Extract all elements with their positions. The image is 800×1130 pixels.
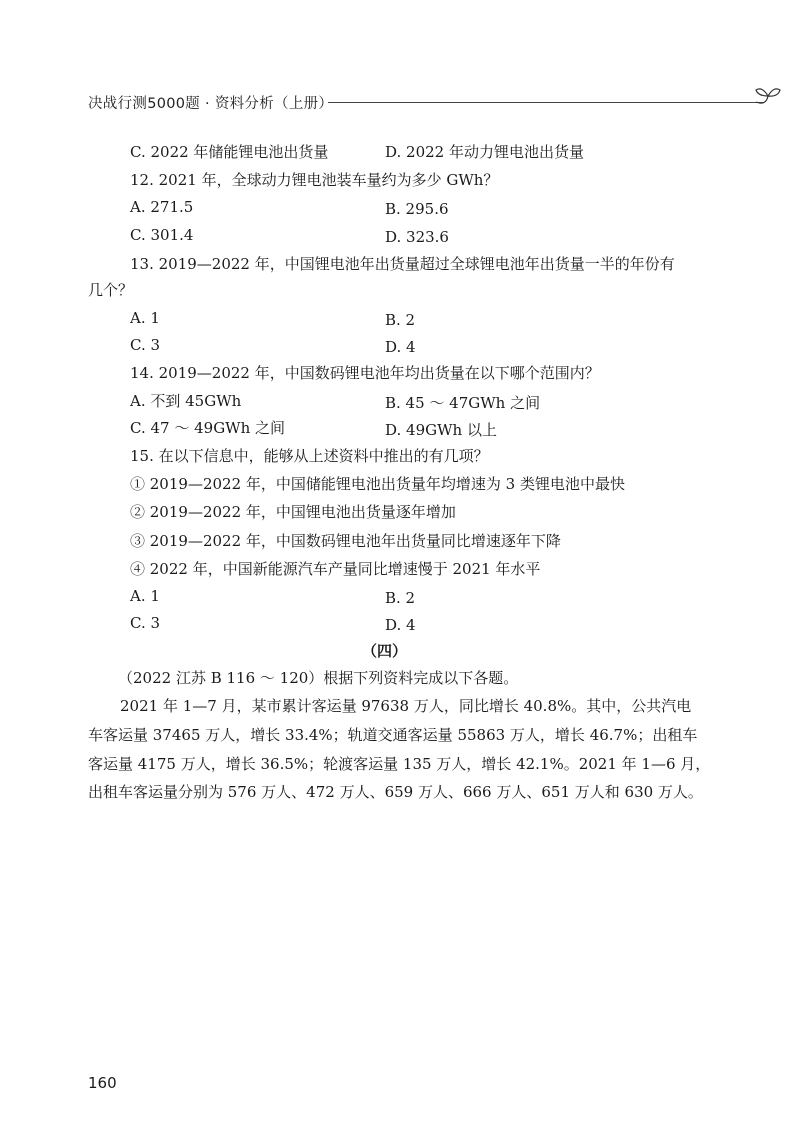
q12-option-a: A. 271.5 xyxy=(130,198,194,216)
paragraph-line-2: 车客运量 37465 万人，增长 33.4%；轨道交通客运量 55863 万人，增长 46.7%；出租车 xyxy=(88,726,698,744)
q15-item-1: ① 2019—2022 年，中国储能锂电池出货量年均增速为 3 类锂电池中最快 xyxy=(130,475,625,493)
running-header xyxy=(88,90,708,118)
q13-option-d: D. 4 xyxy=(385,338,416,356)
q15-option-b: B. 2 xyxy=(385,589,416,607)
q13-option-a: A. 1 xyxy=(130,309,160,327)
q15-item-4: ④ 2022 年，中国新能源汽车产量同比增速慢于 2021 年水平 xyxy=(130,560,541,578)
q14-stem: 14. 2019—2022 年，中国数码锂电池年均出货量在以下哪个范围内？ xyxy=(130,364,600,382)
section-title: （四） xyxy=(362,642,408,660)
paragraph-line-3: 客运量 4175 万人，增长 36.5%；轮渡客运量 135 万人，增长 42.1%。2021 年 1—6 月， xyxy=(88,755,711,773)
book-title: 决战行测5000题 · 资料分析（上册） xyxy=(88,96,334,112)
q14-option-c: C. 47 ～ 49GWh 之间 xyxy=(130,419,286,437)
q15-option-a: A. 1 xyxy=(130,587,160,605)
q11-option-d: D. 2022 年动力锂电池出货量 xyxy=(385,143,584,161)
q15-option-d: D. 4 xyxy=(385,616,416,634)
q12-stem: 12. 2021 年，全球动力锂电池装车量约为多少 GWh？ xyxy=(130,171,499,189)
q15-item-3: ③ 2019—2022 年，中国数码锂电池年出货量同比增速逐年下降 xyxy=(130,532,561,550)
q12-option-c: C. 301.4 xyxy=(130,226,194,244)
sprout-icon xyxy=(752,82,782,112)
section-intro: （2022 江苏 B 116 ～ 120）根据下列资料完成以下各题。 xyxy=(118,669,519,687)
q13-stem-line1: 13. 2019—2022 年，中国锂电池年出货量超过全球锂电池年出货量一半的年份有 xyxy=(130,255,675,273)
q13-option-c: C. 3 xyxy=(130,336,161,354)
q14-option-b: B. 45 ～ 47GWh 之间 xyxy=(385,394,541,412)
q15-item-2: ② 2019—2022 年，中国锂电池出货量逐年增加 xyxy=(130,503,456,521)
q12-option-b: B. 295.6 xyxy=(385,200,449,218)
header-rule xyxy=(328,102,764,103)
q13-option-b: B. 2 xyxy=(385,311,416,329)
q15-stem: 15. 在以下信息中，能够从上述资料中推出的有几项？ xyxy=(130,447,489,465)
q12-option-d: D. 323.6 xyxy=(385,228,449,246)
q14-option-d: D. 49GWh 以上 xyxy=(385,421,497,439)
q13-stem-line2: 几个？ xyxy=(88,281,134,299)
paragraph-line-4: 出租车客运量分别为 576 万人、472 万人、659 万人、666 万人、651 万人和 630 万人。 xyxy=(88,783,703,801)
paragraph-line-1: 2021 年 1—7 月，某市累计客运量 97638 万人，同比增长 40.8%。其中，公共汽电 xyxy=(120,697,692,715)
q11-option-c: C. 2022 年储能锂电池出货量 xyxy=(130,143,329,161)
q14-option-a: A. 不到 45GWh xyxy=(130,392,242,410)
q15-option-c: C. 3 xyxy=(130,614,161,632)
page-number: 160 xyxy=(88,1074,117,1092)
